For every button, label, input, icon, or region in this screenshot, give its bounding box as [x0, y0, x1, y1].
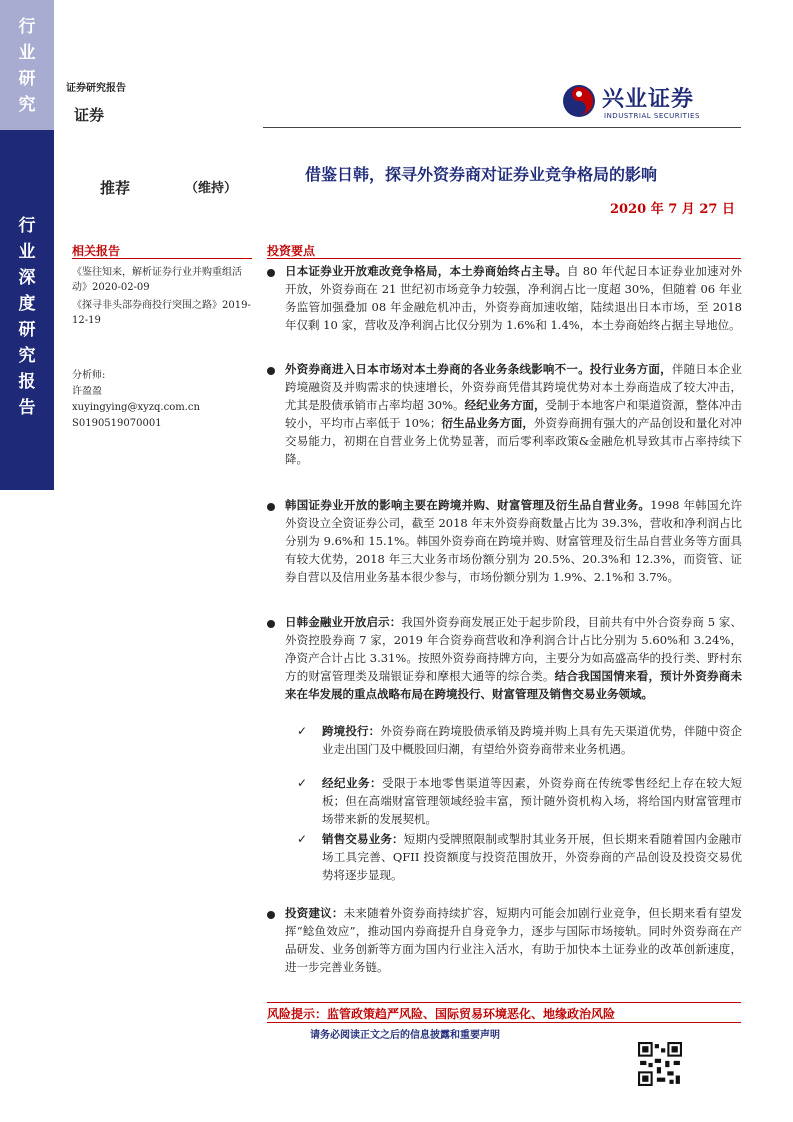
logo-mark-icon: [562, 84, 596, 118]
checkmark-icon: ✓: [297, 776, 308, 790]
related-report-item[interactable]: 《鉴往知来，解析证券行业并购重组活动》2020-02-09: [72, 267, 242, 293]
report-date: 2020 年 7 月 27 日: [610, 202, 735, 217]
related-reports-title: 相关报告: [72, 244, 121, 258]
footer-disclaimer[interactable]: 请务必阅读正文之后的信息披露和重要声明: [310, 1030, 500, 1041]
bullet-icon: [267, 503, 275, 511]
checkmark-icon: ✓: [297, 724, 308, 738]
analyst-cert: S0190519070001: [72, 418, 162, 429]
risk-divider-top: [267, 1002, 741, 1003]
bullet-icon: [267, 911, 275, 919]
checkmark-icon: ✓: [297, 832, 308, 846]
company-logo: [562, 82, 742, 122]
sidebar-top-band: [0, 0, 54, 130]
summary-point-4: 日韩金融业开放启示：我国外资券商发展正处于起步阶段，目前共有中外合资券商 5 家、外资控股券商 7 家，2019 年合资券商营收和净利润合计占比分别为 5.60%和 3.24%，净资产合计占比 3.31%。按照外资券商持牌方向，主要分为如高盛高华的投行类、野村东方的财富管理类及瑞银证券和摩根大通等的综合类。结合我国国情来看，预计外资券商未来在华发展的重点战略布局在跨境投行、财富管理及销售交易业务领域。: [285, 615, 743, 701]
qr-code-icon: [638, 1042, 682, 1086]
summary-point-1: 日本证券业开放难改竞争格局，本土券商始终占主导。自 80 年代起日本证券业加速对外开放，外资券商在 21 世纪初市场竞争力较强，净利润占比一度超 30%，但随着 06 年业务监管加强叠加 08 年金融危机冲击，外资券商加速收缩，陆续退出日本市场，至 2018 年仅剩 10 家，营收及净利润占比仅分别为 1.6%和 1.4%，本土券商始终占据主导地位。: [285, 264, 742, 332]
sidebar-bottom-label: 行 业 深 度 研 究 报 告: [18, 216, 36, 418]
summary-divider: [267, 258, 741, 259]
risk-warning: 风险提示：监管政策趋严风险、国际贸易环境恶化、地缘政治风险: [267, 1007, 616, 1021]
strategy-sales-trading: 销售交易业务：短期内受牌照限制或掣肘其业务开展，但长期来看随着国内金融市场工具完善、QFII 投资额度与投资范围放开，外资券商的产品创设及投资交易优势将逐步显现。: [322, 832, 742, 882]
bullet-icon: [267, 367, 275, 375]
rating-label: 推荐: [100, 179, 131, 197]
strategy-cross-border-ib: 跨境投行：外资券商在跨境股债承销及跨境并购上具有先天渠道优势，伴随中资企业走出国门及中概股回归潮，有望给外资券商带来业务机遇。: [322, 724, 742, 756]
summary-point-2: 外资券商进入日本市场对本土券商的各业务条线影响不一。投行业务方面，伴随日本企业跨境融资及并购需求的快速增长，外资券商凭借其跨境优势对本土券商造成了较大冲击，尤其是股债承销市占率均超 30%。经纪业务方面，受制于本地客户和渠道资源，整体冲击较小，平均市占率低于 10%；衍生品业务方面，外资券商拥有强大的产品创设和量化对冲交易能力，初期在自营业务上优势显著，而后零利率政策&金融危机导致其市占率持续下降。: [285, 362, 743, 466]
risk-divider-bottom: [267, 1022, 741, 1023]
sidebar-bottom-band: [0, 130, 54, 490]
bullet-icon: [267, 269, 275, 277]
summary-title: 投资要点: [267, 244, 316, 258]
summary-point-3: 韩国证券业开放的影响主要在跨境并购、财富管理及衍生品自营业务。1998 年韩国允许外资设立全资证券公司，截至 2018 年末外资券商数量占比为 39.3%，营收和净利润占比分别为 9.6%和 15.1%。韩国外资券商在跨境并购、财富管理及衍生品自营业务等方面具有较大优势，2018 年三大业务市场份额分别为 20.5%、20.3%和 12.3%，而资管、证券自营以及信用业务基本很少参与，市场份额分别为 1.9%、2.1%和 3.7%。: [285, 498, 743, 584]
analyst-email[interactable]: xuyingying@xyzq.com.cn: [72, 402, 200, 413]
related-report-item[interactable]: 《探寻非头部券商投行突围之路》2019-12-19: [72, 300, 251, 326]
summary-point-5: 投资建议：未来随着外资券商持续扩容，短期内可能会加剧行业竞争，但长期来看有望发挥“鲶鱼效应”，推动国内券商提升自身竞争力，逐步与国际市场接轨。同时外资券商在产品研发、业务创新等方面为国内行业注入活水，有助于加快本土证券业的改革创新速度，进一步完善业务链。: [285, 906, 743, 974]
rating-status: （维持）: [185, 181, 238, 196]
logo-text-cn: 兴业证券: [602, 86, 695, 112]
strategy-brokerage: 经纪业务：受限于本地零售渠道等因素，外资券商在传统零售经纪上存在较大短板；但在高端财富管理领域经验丰富，预计随外资机构入场，将给国内财富管理市场带来新的发展契机。: [322, 776, 743, 826]
header-divider: [263, 127, 741, 128]
report-type: 证券研究报告: [66, 83, 126, 94]
analyst-name: 许盈盈: [72, 386, 102, 397]
related-reports-list: [72, 265, 252, 331]
analyst-info: [72, 368, 200, 432]
analyst-label: 分析师:: [72, 370, 106, 381]
logo-text-en: INDUSTRIAL SECURITIES: [604, 112, 700, 120]
related-reports-divider: [72, 258, 252, 259]
bullet-icon: [267, 620, 275, 628]
report-title: 借鉴日韩，探寻外资券商对证券业竞争格局的影响: [305, 165, 658, 184]
sidebar-top-label: 行 业 研 究: [18, 17, 36, 115]
sector-label: 证券: [74, 106, 105, 124]
